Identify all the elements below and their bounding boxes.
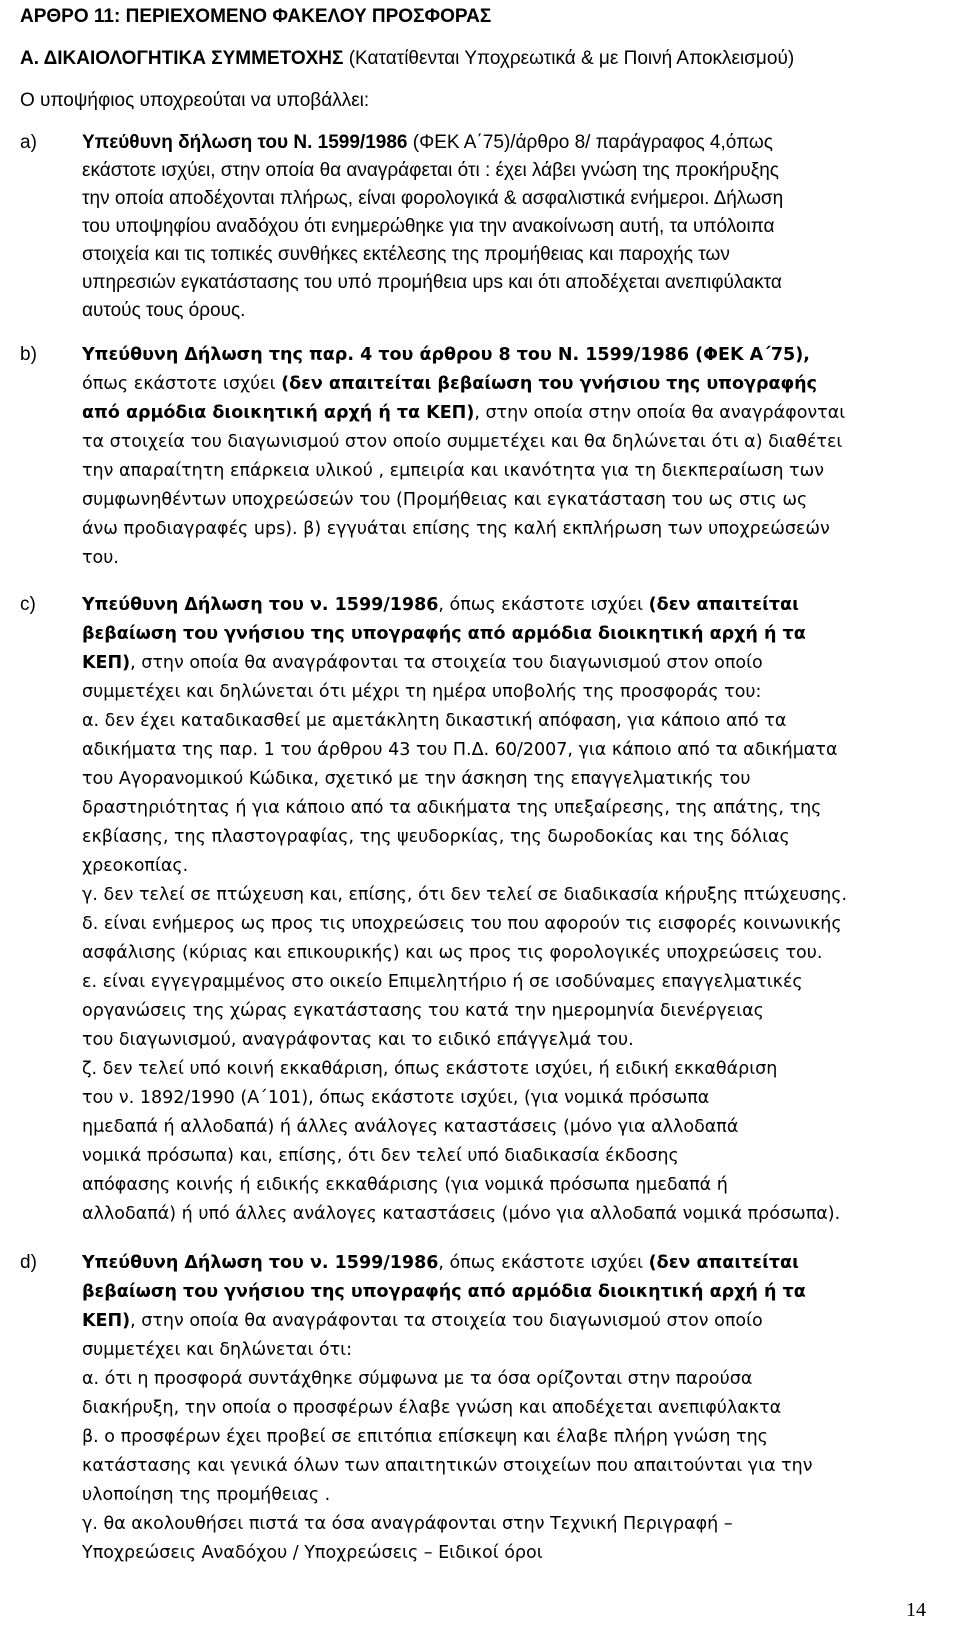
item-b-line-1: Υπεύθυνη Δήλωση της παρ. 4 του άρθρου 8 του Ν. 1599/1986 (ΦΕΚ Α΄75),: [82, 345, 810, 365]
item-b-line-4: τα στοιχεία του διαγωνισμού στον οποίο συμμετέχει και θα δηλώνεται ότι α) διαθέτει: [82, 432, 843, 452]
item-c-line-9: εκβίασης, της πλαστογραφίας, της ψευδορκίας, της δωροδοκίας και της δόλιας: [82, 827, 790, 847]
item-c-line-17: ζ. δεν τελεί υπό κοινή εκκαθάριση, όπως εκάστοτε ισχύει, ή ειδική εκκαθάριση: [82, 1059, 778, 1079]
section-a-heading-rest: (Κατατίθενται Υποχρεωτικά & με Ποινή Αποκλεισμού): [343, 48, 795, 69]
item-c-line-14: ε. είναι εγγεγραμμένος στο οικείο Επιμελητήριο ή σε ισοδύναμες επαγγελματικές: [82, 972, 803, 992]
item-c-line-2: βεβαίωση του γνήσιου της υπογραφής από αρμόδια διοικητική αρχή ή τα: [82, 624, 806, 644]
item-c-line-5: α. δεν έχει καταδικασθεί με αμετάκλητη δικαστική απόφαση, για κάποιο από τα: [82, 711, 787, 731]
item-d-line-2: βεβαίωση του γνήσιου της υπογραφής από αρμόδια διοικητική αρχή ή τα: [82, 1282, 806, 1302]
item-b-line-3-b: , στην οποία στην οποία θα αναγράφονται: [474, 403, 846, 423]
item-a-line-3: την οποία αποδέχονται πλήρως, είναι φορολογικά & ασφαλιστικά ενήμεροι. Δήλωση: [82, 188, 784, 209]
item-b-line-8: του.: [82, 548, 119, 568]
section-a-intro: Ο υποψήφιος υποχρεούται να υποβάλλει:: [20, 90, 370, 111]
page-number: 14: [906, 1599, 926, 1621]
section-a-heading: [20, 46, 794, 72]
section-a-heading-bold: Α. ΔΙΚΑΙΟΛΟΓΗΤΙΚΑ ΣΥΜΜΕΤΟΧΗΣ: [20, 48, 344, 69]
item-a-line-1: [82, 130, 773, 156]
item-d-line-3: [82, 1308, 763, 1334]
item-a-line-7: αυτούς τους όρους.: [82, 300, 246, 321]
item-c-line-1-a: Υπεύθυνη Δήλωση του ν. 1599/1986: [82, 595, 439, 615]
item-c-line-1: [82, 592, 799, 618]
item-c-line-12: δ. είναι ενήμερος ως προς τις υποχρεώσεις του που αφορούν τις εισφορές κοινωνικής: [82, 914, 842, 934]
item-d-line-8: κατάστασης και γενικά όλων των απαιτητικών στοιχείων που απαιτούνται για την: [82, 1456, 813, 1476]
item-c-line-13: ασφάλισης (κύριας και επικουρικής) και ως προς τις φορολογικές υποχρεώσεις του.: [82, 943, 823, 963]
item-c-line-8: δραστηριότητας ή για κάποιο από τα αδικήματα της υπεξαίρεσης, της απάτης, της: [82, 798, 822, 818]
item-d-line-1-c: (δεν απαιτείται: [648, 1253, 799, 1273]
item-d-line-10: γ. θα ακολουθήσει πιστά τα όσα αναγράφονται στην Τεχνική Περιγραφή –: [82, 1514, 733, 1534]
item-d-line-5: α. ότι η προσφορά συντάχθηκε σύμφωνα με τα όσα ορίζονται στην παρούσα: [82, 1369, 753, 1389]
item-d-line-7: β. ο προσφέρων έχει προβεί σε επιτόπια επίσκεψη και έλαβε πλήρη γνώση της: [82, 1427, 768, 1447]
article-title: ΑΡΘΡΟ 11: ΠΕΡΙΕΧΟΜΕΝΟ ΦΑΚΕΛΟΥ ΠΡΟΣΦΟΡΑΣ: [20, 6, 492, 27]
item-b-line-2-a: όπως εκάστοτε ισχύει: [82, 374, 282, 394]
item-d-line-4: συμμετέχει και δηλώνεται ότι:: [82, 1340, 352, 1360]
item-a-line-5: στοιχεία και τις τοπικές συνθήκες εκτέλεσης της προμήθειας και παροχής των: [82, 244, 730, 265]
item-a-line-6: υπηρεσιών εγκατάστασης του υπό προμήθεια ups και ότι αποδέχεται ανεπιφύλακτα: [82, 272, 782, 293]
item-c-line-10: χρεοκοπίας.: [82, 856, 189, 876]
item-c-line-16: του διαγωνισμού, αναγράφοντας και το ειδικό επάγγελμά του.: [82, 1030, 634, 1050]
item-c-line-1-b: , όπως εκάστοτε ισχύει: [438, 595, 649, 615]
item-d-line-3-b: , στην οποία θα αναγράφονται τα στοιχεία του διαγωνισμού στον οποίο: [130, 1311, 763, 1331]
item-b-line-5: την απαραίτητη επάρκεια υλικού , εμπειρία και ικανότητα για τη διεκπεραίωση των: [82, 461, 825, 481]
item-c-line-7: του Αγορανομικού Κώδικα, σχετικό με την άσκηση της επαγγελματικής του: [82, 769, 751, 789]
item-b-line-2-b: (δεν απαιτείται βεβαίωση του γνήσιου της υπογραφής: [281, 374, 818, 394]
item-b-label: b): [20, 344, 37, 365]
item-d-line-1: [82, 1250, 799, 1276]
item-c-line-11: γ. δεν τελεί σε πτώχευση και, επίσης, ότι δεν τελεί σε διαδικασία κήρυξης πτώχευσης.: [82, 885, 848, 905]
item-c-line-1-c: (δεν απαιτείται: [648, 595, 799, 615]
item-b-line-7: άνω προδιαγραφές ups). β) εγγυάται επίσης της καλή εκπλήρωση των υποχρεώσεών: [82, 519, 830, 539]
item-c-label: c): [20, 594, 36, 615]
item-b-line-3: [82, 400, 845, 426]
item-c-line-6: αδικήματα της παρ. 1 του άρθρου 43 του Π.Δ. 60/2007, για κάποιο από τα αδικήματα: [82, 740, 838, 760]
item-a-line-2: εκάστοτε ισχύει, στην οποία θα αναγράφεται ότι : έχει λάβει γνώση της προκήρυξης: [82, 160, 779, 181]
item-a-rest: (ΦΕΚ Α΄75)/άρθρο 8/ παράγραφος 4,όπως: [407, 132, 773, 153]
item-c-line-22: αλλοδαπά) ή υπό άλλες ανάλογες καταστάσεις (μόνο για αλλοδαπά νομικά πρόσωπα).: [82, 1204, 841, 1224]
item-d-label: d): [20, 1252, 37, 1273]
item-c-line-4: συμμετέχει και δηλώνεται ότι μέχρι τη ημέρα υποβολής της προσφοράς του:: [82, 682, 762, 702]
item-d-line-1-b: , όπως εκάστοτε ισχύει: [438, 1253, 649, 1273]
item-c-line-3-a: ΚΕΠ): [82, 653, 131, 673]
item-a-bold: Υπεύθυνη δήλωση του Ν. 1599/1986: [82, 132, 408, 153]
item-c-line-20: νομικά πρόσωπα) και, επίσης, ότι δεν τελεί υπό διαδικασία έκδοσης: [82, 1146, 679, 1166]
item-b-line-3-a: από αρμόδια διοικητική αρχή ή τα ΚΕΠ): [82, 403, 475, 423]
item-c-line-3-b: , στην οποία θα αναγράφονται τα στοιχεία του διαγωνισμού στον οποίο: [130, 653, 763, 673]
item-b-line-6: συμφωνηθέντων υποχρεώσεών του (Προμήθειας και εγκατάσταση του ως στις ως: [82, 490, 808, 510]
item-c-line-18: του ν. 1892/1990 (Α΄101), όπως εκάστοτε ισχύει, (για νομικά πρόσωπα: [82, 1088, 710, 1108]
item-d-line-3-a: ΚΕΠ): [82, 1311, 131, 1331]
item-c-line-3: [82, 650, 763, 676]
item-a-label: a): [20, 132, 37, 153]
item-d-line-6: διακήρυξη, την οποία ο προσφέρων έλαβε γνώση και αποδέχεται ανεπιφύλακτα: [82, 1398, 782, 1418]
item-c-line-15: οργανώσεις της χώρας εγκατάστασης του κατά την ημερομηνία διενέργειας: [82, 1001, 764, 1021]
item-d-line-11: Υποχρεώσεις Αναδόχου / Υποχρεώσεις – Ειδικοί όροι: [82, 1543, 543, 1563]
item-c-line-19: ημεδαπά ή αλλοδαπά) ή άλλες ανάλογες καταστάσεις (μόνο για αλλοδαπά: [82, 1117, 739, 1137]
item-d-line-9: υλοποίηση της προμήθειας .: [82, 1485, 331, 1505]
item-b-line-2: [82, 371, 817, 397]
item-a-line-4: του υποψηφίου αναδόχου ότι ενημερώθηκε για την ανακοίνωση αυτή, τα υπόλοιπα: [82, 216, 775, 237]
item-c-line-21: απόφασης κοινής ή ειδικής εκκαθάρισης (για νομικά πρόσωπα ημεδαπά ή: [82, 1175, 728, 1195]
item-d-line-1-a: Υπεύθυνη Δήλωση του ν. 1599/1986: [82, 1253, 439, 1273]
